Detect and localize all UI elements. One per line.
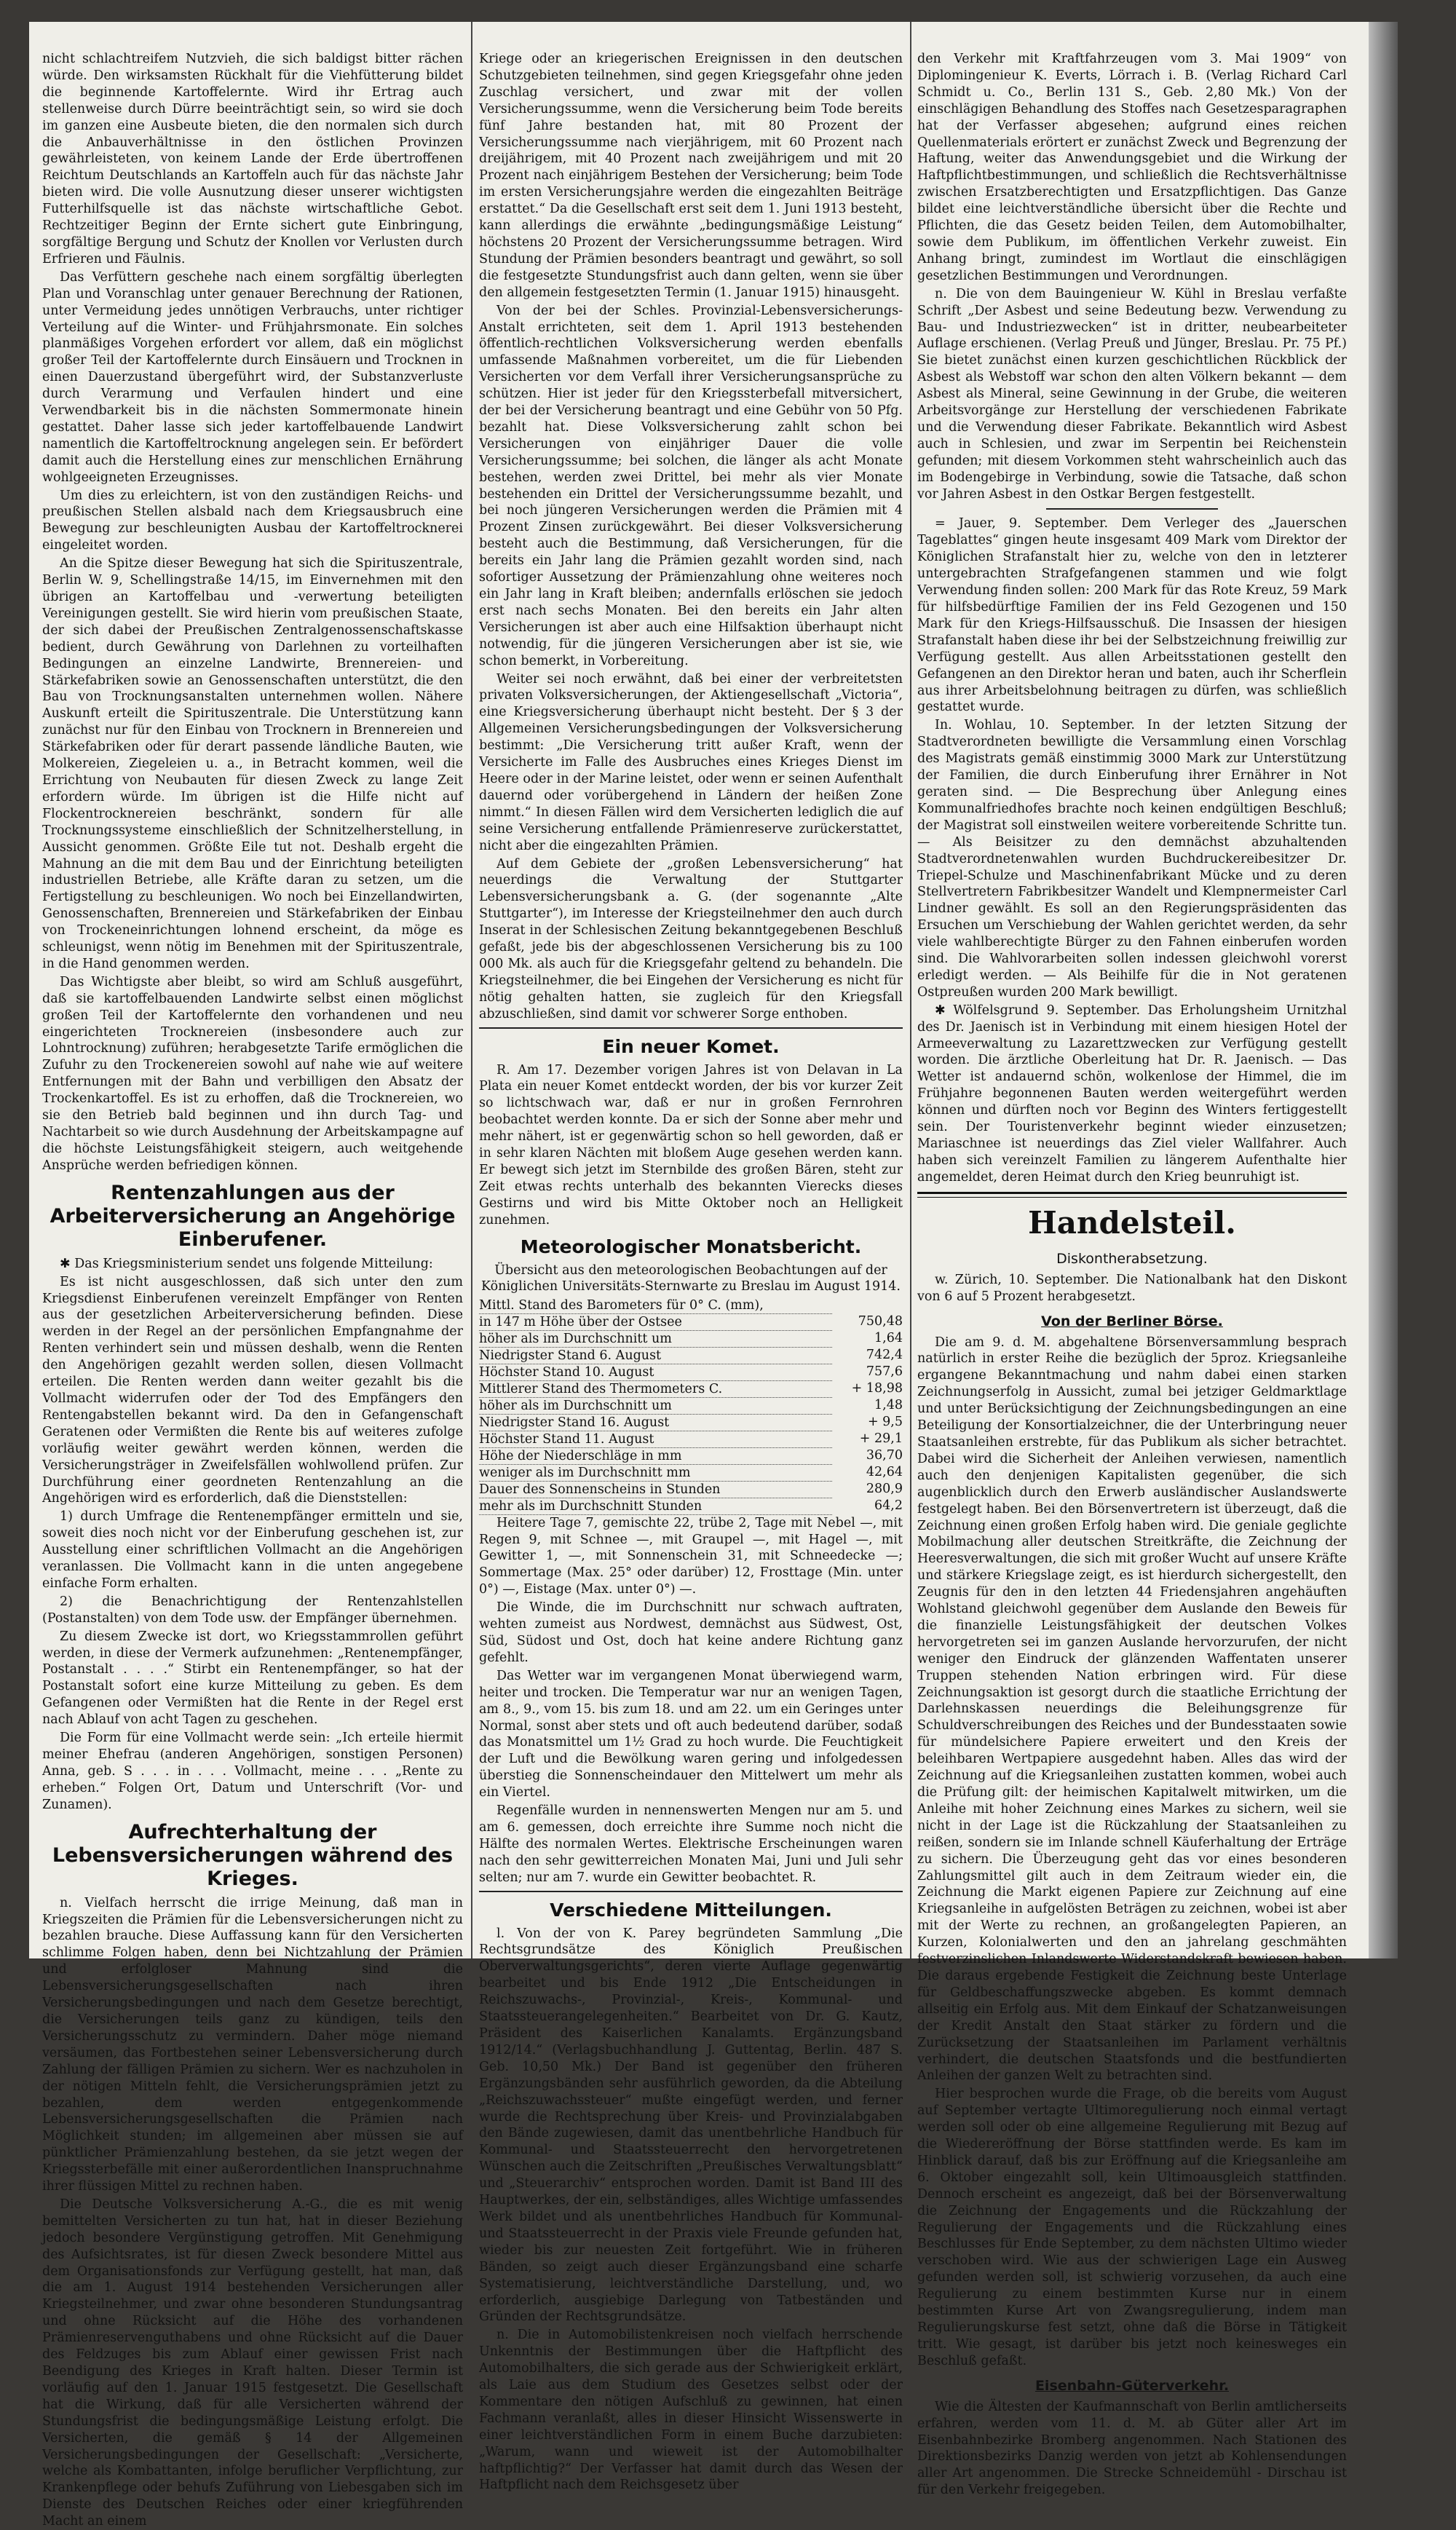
- weather-label: weniger als im Durchschnitt mm: [479, 1464, 832, 1481]
- article-text: ✱ Das Kriegsministerium sendet uns folgende Mitteilung:: [60, 1256, 433, 1271]
- article-text: n. Die in Automobilistenkreisen noch vielfach herrschende Unkenntnis der Bestimmungen über die Haftpflicht des Automobilhalters, die sich gerade aus der Schwierigkeit erklärt, als Laie aus dem Studium des Gesetzes selbst oder der Kommentare den nötigen Aufschluß zu gewinnen, hat einen Fachmann veranlaßt, alles in dieser Hinsicht Wissenswerte in einer leichtverständlichen Form in einem Buche darzubieten: „Warum, wann und wieweit ist der Automobilhalter haftpflichtig?“ Der Verfasser hat damit durch das Wesen der Haftpflicht nach dem Reichsgesetz über: [479, 2328, 903, 2493]
- weather-label: Dauer des Sonnenscheins in Stunden: [479, 1481, 832, 1498]
- column-1: [42, 51, 463, 2529]
- article-text: Zu diesem Zwecke ist dort, wo Kriegsstammrollen geführt werden, in diese der Vermerk aufzunehmen: „Rentenempfänger, Postanstalt . . . .“ Stirbt ein Rentenempfänger, so hat der Postanstalt sofort eine kurze Mitteilung zu geben. Es dem Gefangenen oder Vermißten hat die Rente in der Regel erst nach Ablauf von acht Tagen zu geschehen.: [42, 1629, 463, 1728]
- weather-value: 64,2: [874, 1498, 903, 1514]
- article-text: l. Von der von K. Parey begründeten Sammlung „Die Rechtsgrundsätze des Königlich Preußischen Oberverwaltungsgerichts“, deren vierte Auflage gegenwärtig bearbeitet und bis Ende 1912 „Die Entscheidungen in Reichszuwachs-, Provinzial-, Kreis-, Kommunal- und Staatssteuerangelegenheiten.“ Bearbeitet von Dr. G. Kautz, Präsident des Kaiserlichen Kanalamts. Ergänzungsband 1912/14.“ (Verlagsbuchhandlung J. Guttentag, Berlin. 487 S. Geb. 10,50 Mk.) Der Band ist gegenüber den früheren Ergänzungsbänden sehr ausführlich geworden, da die Abteilung „Reichszuwachssteuer“ mußte eingefügt werden, und ferner wurde die Rechtsprechung über Kreis- und Provinzialabgaben den Bände zugewiesen, damit das unentbehrliche Handbuch für Kommunal- und Staatssteuerrecht den hervorgetretenen Wünschen auch die Zeitschriften „Preußisches Verwaltungsblatt“ und „Steuerarchiv“ entsprochen worden. Damit ist Band III des Hauptwerkes, der ein, selbständiges, alles Wichtige umfassendes Werk bildet und als unentbehrliches Handbuch für Kommunal- und Staatssteuerrecht in der Praxis viele Freunde gefunden hat, wieder bis zur neuesten Zeit fortgeführt. Wie in früheren Bänden, so zeigt auch dieser Ergänzungsband eine scharfe Systematisierung, leichtverständliche Darstellung, und, wo erforderlich, ausgiebige Darlegung von Tatbeständen und Gründen der Rechtsgrundsätze.: [479, 1926, 903, 2325]
- article-text: n. Vielfach herrscht die irrige Meinung, daß man in Kriegszeiten die Prämien für die Lebensversicherungen nicht zu bezahlen brauche. Diese Auffassung kann für den Versicherten schlimme Folgen haben, denn bei Nichtzahlung der Prämien und erfolgloser Mahnung sind die Lebensversicherungsgesellschaften nach ihren Versicherungsbedingungen und nach dem Gesetze berechtigt, die Versicherungen teils ganz zu kündigen, teils den Versicherungsschutz zu vermindern. Daher möge niemand versäumen, das Fortbestehen seiner Lebensversicherung durch Zahlung der fälligen Prämien zu sichern. Wer es nachzuholen in der nötigen Mitteln fehlt, die Versicherungsprämien jetzt zu bezahlen, dem werden entgegenkommende Lebensversicherungsgesellschaften die Prämien nach Möglichkeit stunden; im allgemeinen aber müssen sie auf pünktlicher Prämienzahlung bestehen, da sie jetzt wegen der Kriegssterbefälle mit einer außerordentlichen Inanspruchnahme ihrer flüssigen Mittel zu rechnen haben.: [42, 1895, 463, 2194]
- weather-row: [479, 1297, 903, 1314]
- weather-label: Höchster Stand 10. August: [479, 1364, 832, 1380]
- article-text: Heitere Tage 7, gemischte 22, trübe 2, Tage mit Nebel —, mit Regen 9, mit Schnee —, mit Graupel —, mit Hagel —, mit Gewitter 1, —, mit Sonnenschein 31, mit Schneedecke —; Sommertage (Max. 25° oder darüber) 12, Frosttage (Min. unter 0°) —, Eistage (Max. unter 0°) —.: [479, 1515, 903, 1597]
- weather-value: 742,4: [866, 1348, 903, 1363]
- article-text: Es ist nicht ausgeschlossen, daß sich unter den zum Kriegsdienst Einberufenen vereinzelt Empfänger von Renten aus der gesetzlichen Arbeiterversicherung befinden. Diese werden in der Regel an der persönlichen Empfangnahme der Renten verhindert sein und müssen deshalb, wenn die Renten den Angehörigen gezahlt werden sollen, diesen Vollmacht erteilen. Die Renten werden dann weiter gezahlt bis die Vollmacht widerrufen oder der Tod des Empfängers den Rentengabstellen bekannt wird. Da den in Gefangenschaft Geratenen oder Vermißten die Rente bis auf weiteres zufolge vorläufig weiter gewährt werden können, werden die Versicherungsträger in Zweifelsfällen wohlwollend prüfen. Zur Durchführung einer geordneten Rentenzahlung an die Angehörigen wird es erforderlich, daß die Dienststellen:: [42, 1274, 463, 1506]
- weather-label: Mittl. Stand des Barometers für 0° C. (mm),: [479, 1297, 832, 1314]
- weather-row: [479, 1431, 903, 1447]
- article-text: Die Winde, die im Durchschnitt nur schwach auftraten, wehten zumeist aus Nordwest, demnächst aus Südwest, Ost, Süd, Südost und Ost, doch hat keine andere Richtung ganz gefehlt.: [479, 1600, 903, 1665]
- weather-label: Niedrigster Stand 6. August: [479, 1347, 832, 1364]
- weather-row: [479, 1498, 903, 1514]
- subheading: Diskontherabsetzung.: [1056, 1250, 1208, 1267]
- weather-row: [479, 1364, 903, 1380]
- article-text: den Verkehr mit Kraftfahrzeugen vom 3. Mai 1909“ von Diplomingenieur K. Everts, Lörrach i. B. (Verlag Richard Carl Schmidt u. Co., Berlin 131 S., Geb. 2,80 Mk.) Von der einschlägigen Behandlung des Stoffes nach Gesetzesparagraphen hat der Verfasser abgesehen; aufgrund eines reichen Quellenmaterials erörtert er zunächst Zweck und Begrenzung der Haftung, weiter das Anwendungsgebiet und die Wirkung der Haftpflichtbestimmungen, und schließlich die Rechtsverhältnisse zwischen Ersatzberechtigten und Ersatzpflichtigen. Das Ganze bildet eine leichtverständliche übersicht über die Rechte und Pflichten, die das Gesetz beiden Teilen, dem Automobilhalter, sowie dem Publikum, im öffentlichen Verkehr zuweist. Ein Anhang bringt, zumindest im Wortlaut die einschlägigen gesetzlichen Bestimmungen und Verordnungen.: [917, 52, 1347, 283]
- article-text: nicht schlachtreifem Nutzvieh, die sich baldigst bitter rächen würde. Den wirksamsten Rückhalt für die Viehfütterung bildet die beginnende Kartoffelernte. Wird ihr Ertrag auch stellenweise durch Dürre beeinträchtigt sein, so wird sie doch im ganzen eine Ausbeute bieten, die den normalen sich durch die Anbauverhältnisse in den östlichen Provinzen gewährleisteten, von keinem Lande der Erde übertroffenen Reichtum Deutschlands an Kartoffeln auch für das nächste Jahr bieten wird. Die volle Ausnutzung dieser unserer wichtigsten Futterhilfsquelle ist das nächste wirtschaftliche Gebot. Rechtzeitiger Beginn der Ernte sichert gute Einbringung, sorgfältige Bergung und Schutz der Knollen vor Verlusten durch Erfrieren und Fäulnis.: [42, 52, 463, 266]
- article-text: n. Die von dem Bauingenieur W. Kühl in Breslau verfaßte Schrift „Der Asbest und seine Bedeutung bezw. Verwendung zu Bau- und Industriezwecken“ ist in dritter, neubearbeiteter Auflage erschienen. (Verlag Preuß und Jünger, Breslau. Pr. 75 Pf.) Sie bietet zunächst einen kurzen geschichtlichen Rückblick der Asbest als Webstoff war schon den alten Völkern bekannt — dem Asbest als Mineral, seine Gewinnung in der Grube, die weiteren Arbeitsvorgänge zur Herstellung der verschiedenen Fabrikate und die Verwendung dieser Fabrikate. Bekanntlich wird Asbest auch in Schlesien, und zwar im Serpentin bei Reichenstein gefunden; mit diesem Vorkommen steht wahrscheinlich auch das im Bodengebirge in Verbindung, sowie die Tatsache, daß schon vor Jahren Asbest in den Ostkar Bergen festgestellt.: [917, 286, 1347, 502]
- article-text: Hier besprochen wurde die Frage, ob die bereits vom August auf September vertagte Ultimoregulierung noch einmal vertagt werden soll oder ob eine allgemeine Regulierung mit Bezug auf die Wiedereröffnung der Börse stattfinden werde. Es kam im Hinblick darauf, daß bis zur Eröffnung auf die Kriegsanleihe am 6. Oktober eingezahlt soll, kein Ultimoausgleich stattfinden. Dennoch erscheint es angezeigt, daß bei der Börsenverwaltung die Zeichnung der Engagements und die Rückzahlung der Regulierung der Engagements und die Rückzahlung eines Beschlusses für Ende September, zu dem nächsten Ultimo wieder verschoben wird. Wie aus der schwierigen Lage ein Ausweg gefunden werden soll, ist schwierig vorzusehen, da auch eine Regulierung zu einem bestimmten Kurse nur in einem bestimmten Kurse Art von Zwangsregulierung, indem man Regulierungskurse fest setzt, ohne daß die Börse in Tätigkeit tritt. Wie gesagt, ist darüber bis jetzt noch keinesweges ein Beschluß gefaßt.: [917, 2087, 1347, 2368]
- report-intro: Übersicht aus den meteorologischen Beobachtungen auf der Königlichen Universitäts-Sternwarte zu Breslau im August 1914.: [481, 1262, 901, 1294]
- weather-label: mehr als im Durchschnitt Stunden: [479, 1498, 832, 1514]
- article-headline: Rentenzahlungen aus der Arbeiterversicherung an Angehörige Einberufener.: [50, 1181, 456, 1251]
- weather-row: [479, 1313, 903, 1330]
- article-headline: Verschiedene Mitteilungen.: [550, 1899, 832, 1921]
- article-text: 1) durch Umfrage die Rentenempfänger ermitteln und sie, soweit dies noch nicht vor der Einberufung geschehen ist, zur Ausstellung einer schriftlichen Vollmacht an die Angehörigen veranlassen. Die Vollmacht kann in die unten angegebene einfache Form erhalten.: [42, 1509, 463, 1591]
- weather-label: Höhe der Niederschläge in mm: [479, 1447, 832, 1464]
- weather-value: 1,48: [874, 1398, 903, 1413]
- weather-row: [479, 1380, 903, 1397]
- article-text: Wie die Ältesten der Kaufmannschaft von Berlin amtlicherseits erfahren, werden vom 11. d. M. ab Güter aller Art im Eisenbahnbezirke Bromberg angenommen. Nach Stationen des Direktionsbezirks Danzig werden von jetzt ab Kohlensendungen aller Art angenommen. Die Strecke Schneidemühl - Dirschau ist für den Verkehr freigegeben.: [917, 2399, 1347, 2498]
- weather-row: [479, 1330, 903, 1347]
- article-text: Die am 9. d. M. abgehaltene Börsenversammlung besprach natürlich in erster Reihe die bezüglich der 5proz. Kriegsanleihe ergangene Bekanntmachung und nahm dabei einen starken Zeichnungserfolg in Aussicht, zumal bei jetziger Geldmarktlage und unter Berücksichtigung der Zeichnungsbedingungen an eine Beteiligung der Konsortialzeichner, die der Unterbringung neuer Staatsanleihen erstrebte, für das Publikum als sicher betrachtet. Dabei wird die Sicherheit der Anleihen verwiesen, namentlich auch den denjenigen Kapitalisten gegenüber, die sich augenblicklich durch den Erwerb ausländischer Auslandswerte festgelegt haben. Bei den Börsenvertretern ist überzeugt, daß die Zeichnung einen großen Erfolg haben wird. Die geniale geglichte Mobilmachung aller deutschen Streitkräfte, die Zeichnung der Heeresverwaltungen, die sich mit großer Wucht auf unsere Kräfte und stärkere Kriegslage zeigt, es ist hierdurch sichergestellt, den Zeugnis für den in den letzten 44 Friedensjahren angehäuften Wohlstand gleichwohl gegenüber dem Auslande den Beweis für die finanzielle Leistungsfähigkeit der deutschen Volkes hervorgetreten sei im ganzen Auslande hervorzurufen, der nicht weniger den Eindruck der glänzenden Waffentaten unserer Truppen stehenden Nation erbringen wird. Für diese Zeichnungsaktion ist gesorgt durch die staatliche Errichtung der Darlehnskassen neuerdings die Beleihungsgrenze für Schuldverschreibungen des Reiches und der Bundesstaaten sowie für mündelsichere Papiere erweitert und den Kreis der beleihbaren Wertpapiere ausgedehnt haben. Alles das wird der Zeichnung auf die Kriegsanleihen zustatten kommen, wobei auch die Prüfung gilt: der heimischen Kapitalwelt mitwirken, um die Anleihe mit hoher Zeichnung eines Markes zu sichern, weil sie nicht in der Lage ist die Rückzahlung der Staatsanleihen zu reißen, sondern sie im Inlande schnell Käuferhaltung der Erträge zu sichern. Die Überzeugung geht das vor eines besonderen Zahlungsmittel gilt auch in dem Zeitraum wieder ein, die Zeichnung die Markt eigenen Papiere zur Zeichnung auf eine Kriegsanleihe in aufgelösten Beträgen zu zeichnen, wobei ist aber mit der Werte zu rechnen, an großangelegten Papieren, an Kurzen, Kolonialwerten und den an jahrelang geschmähten festverzinslichen Inlandswerte Widerstandskraft bewiesen haben. Die daraus ergebende Festigkeit die Zeichnung beste Unterlage für Geldbeschaffungszwecke abgeben. Es kommt demnach allseitig ein Erfolg aus. Mit dem Einkauf der Schatzanweisungen der Kredit Anstalt den Staat stärker zu fördern und die Zurücksetzung der Staatsanleihen im Parlament verhältnis verhindert, die deutschen Staatsfonds und die bestfundierten Anleihen der ganzen Welt zu betrachten sind.: [917, 1335, 1347, 2084]
- newspaper-page: [29, 22, 1398, 2529]
- article-text: Die Deutsche Volksversicherung A.-G., die es mit wenig bemittelten Versicherten zu tun hat, hat in dieser Beziehung jedoch besondere Vergünstigung getroffen. Mit Genehmigung des Aufsichtsrates, ist für diesen Zweck besondere Mittel aus dem Organisationsfonds zur Verfügung gestellt, hat man, daß die am 1. August 1914 bestehenden Versicherungen aller Kriegsteilnehmer, und zwar ohne besonderen Stundungsantrag und ohne Rücksicht auf die Höhe des vorhandenen Prämienreservenguthabens und ohne Rücksicht auf die Dauer des Feldzuges bis zum Ablauf einer gewissen Frist nach Beendigung des Krieges in Kraft halten. Dieser Termin ist vorläufig auf den 1. Januar 1915 festgesetzt. Die Gesellschaft hat die Wirkung, daß für alle Versicherten während der Stundungsfrist die bedingungsmäßige Leistung erfolgt. Die Versicherten, die gemäß § 14 der Allgemeinen Versicherungsbedingungen der Gesellschaft: „Versicherte, welche als Kombattanten, infolge beruflicher Verpflichtung, zur Krankenpflege oder behufs Zuführung von Liebesgaben sich im Dienste des Deutschen Reiches oder einer kriegführenden Macht an einem: [42, 2197, 463, 2529]
- weather-value: + 18,98: [851, 1381, 903, 1396]
- column-2: [479, 51, 903, 2493]
- weather-value: [832, 1297, 903, 1314]
- article-text: Regenfälle wurden in nennenswerten Mengen nur am 5. und am 6. gemessen, doch erreichte ihre Summe noch nicht die Hälfte des normalen Wertes. Elektrische Erscheinungen waren nach den sehr gewitterreichen Monaten Mai, Juni und Juli sehr selten; nur am 7. wurde ein Gewitter beobachtet. R.: [479, 1803, 903, 1885]
- weather-label: höher als im Durchschnitt um: [479, 1397, 832, 1414]
- article-headline: Meteorologischer Monatsbericht.: [520, 1236, 862, 1257]
- column-rule: [910, 22, 911, 1958]
- weather-row: [479, 1397, 903, 1414]
- section-divider: [917, 1192, 1347, 1198]
- article-headline: Aufrechterhaltung der Lebensversicherungen während des Krieges.: [52, 1820, 454, 1890]
- weather-label: Mittlerer Stand des Thermometers C.: [479, 1380, 832, 1397]
- weather-row: [479, 1464, 903, 1481]
- weather-value: 750,48: [858, 1314, 903, 1329]
- article-headline: Von der Berliner Börse.: [1041, 1313, 1223, 1329]
- article-text: ✱ Wölfelsgrund 9. September. Das Erholungsheim Urnitzhal des Dr. Jaenisch ist in Verbindung mit einem hiesigen Hotel der Armeeverwaltung zu Lazarettzwecken zur Verfügung gestellt worden. Die ärztliche Oberleitung hat Dr. R. Jaenisch. — Das Wetter ist andauernd schön, wolkenlose der Himmel, die im Frühjahre begonnenen Bauten werden weitergeführt werden können und dürften noch vor Beginn des Winters fertiggestellt sein. Der Touristenverkehr beginnt wieder einzusetzen; Mariaschnee ist neuerdings das Ziel vieler Wallfahrer. Auch haben sich vereinzelt Familien zu längerem Aufenthalte hier angemeldet, deren Heimat durch den Krieg beunruhigt ist.: [917, 1003, 1347, 1185]
- section-divider: [479, 1891, 903, 1892]
- article-text: An die Spitze dieser Bewegung hat sich die Spirituszentrale, Berlin W. 9, Schellingstraße 14/15, im Einvernehmen mit den übrigen an Kartoffelbau und -verwertung beteiligten Vereinigungen gestellt. Sie wird hierin vom preußischen Staate, der sich dabei der Preußischen Zentralgenossenschaftskasse bedient, durch Gewährung von Darlehnen zu vorteilhaften Bedingungen an einzelne Landwirte, Brennereien- und Stärkefabriken sowie an Genossenschaften unterstützt, die den Bau von Trocknungsanstalten unternehmen wollen. Nähere Auskunft erteilt die Spirituszentrale. Die Unterstützung kann zunächst nur für den Einbau von Trocknern in Brennereien und Stärkefabriken oder für derart passende ländliche Bauten, wie Molkereien, Ziegeleien u. a., in Betracht kommen, weil die Errichtung von Neubauten für diesen Zweck zu lange Zeit erfordern würde. Im übrigen ist die Hilfe nicht auf Flockentrocknereien beschränkt, sondern für alle Trocknungssysteme einschließlich der Schnitzelherstellung, in Aussicht genommen. Größte Eile tut not. Deshalb ergeht die Mahnung an die mit dem Bau und der Einrichtung beteiligten industriellen Betriebe, alle Kräfte daran zu setzen, um die Fertigstellung zu beschleunigen. Wo noch bei Einzellandwirten, Genossenschaften, Brennereien und Stärkefabriken der Einbau von Trockeneinrichtungen lohnend erscheint, da möge es schleunigst, wenn nötig im Benehmen mit der Spirituszentrale, in die Hand genommen werden.: [42, 556, 463, 971]
- weather-row: [479, 1481, 903, 1498]
- weather-value: 1,64: [874, 1331, 903, 1346]
- article-text: Die Form für eine Vollmacht werde sein: „Ich erteile hiermit meiner Ehefrau (anderen Angehörigen, sonstigen Personen) Anna, geb. S . . . in . . . Vollmacht, meine . . . „Rente zu erheben.“ Folgen Ort, Datum und Unterschrift (Vor- und Zunamen).: [42, 1731, 463, 1812]
- article-headline: Eisenbahn-Güterverkehr.: [1034, 2377, 1230, 2394]
- section-divider: [1046, 508, 1218, 510]
- article-headline: Ein neuer Komet.: [602, 1035, 780, 1057]
- weather-value: 280,9: [866, 1482, 903, 1497]
- article-text: R. Am 17. Dezember vorigen Jahres ist von Delavan in La Plata ein neuer Komet entdeckt worden, der bis vor kurzer Zeit so lichtschwach war, daß er nur in großen Fernrohren beobachtet werden konnte. Da er sich der Sonne aber mehr und mehr nähert, ist er gegenwärtig schon so hell geworden, daß er in sehr klaren Nächten mit bloßem Auge gesehen werden kann. Er bewegt sich jetzt im Sternbilde des großen Bären, steht zur Zeit etwas rechts unterhalb des bekannten Vierecks dieses Gestirns und wird bis Mitte Oktober noch an Helligkeit zunehmen.: [479, 1062, 903, 1228]
- article-text: = Jauer, 9. September. Dem Verleger des „Jauerschen Tageblattes“ gingen heute insgesamt 409 Mark vom Direktor der Königlichen Strafanstalt hier zu, welche von den in letzterer untergebrachten Strafgefangenen stammen und wie folgt Verwendung finden sollen: 200 Mark für das Rote Kreuz, 59 Mark für hilfsbedürftige Familien der ins Feld Gezogenen und 150 Mark für den Kriegs-Hilfsausschuß. Die Insassen der hiesigen Strafanstalt haben diese ihr bei der Selbstzeichnung freiwillig zur Verfügung gestellt. Aus allen Arbeitsstationen gestellt den Gefangenen an den Direktor heran und baten, auch ihr Scherflein aus ihrer Arbeitsbelohnung beitragen zu dürfen, was schließlich gestattet wurde.: [917, 516, 1347, 715]
- article-text: w. Zürich, 10. September. Die Nationalbank hat den Diskont von 6 auf 5 Prozent herabgesetzt.: [917, 1272, 1347, 1304]
- weather-value: 757,6: [866, 1364, 903, 1380]
- weather-value: + 9,5: [867, 1415, 903, 1430]
- weather-value: + 29,1: [859, 1431, 903, 1447]
- weather-value: 36,70: [866, 1448, 903, 1463]
- weather-row: [479, 1347, 903, 1364]
- page-edge-shadow: [1369, 22, 1398, 1958]
- section-divider: [479, 1027, 903, 1029]
- column-rule: [471, 22, 472, 1958]
- weather-label: in 147 m Höhe über der Ostsee: [479, 1313, 832, 1330]
- article-text: Das Wetter war im vergangenen Monat überwiegend warm, heiter und trocken. Die Temperatur war nur an wenigen Tagen, am 8., 9., vom 15. bis zum 18. und am 22. um ein Geringes unter Normal, sonst aber stets und oft auch bedeutend darüber, sodaß das Monatsmittel um 1½ Grad zu hoch wurde. Die Feuchtigkeit der Luft und die Bewölkung waren gering und infolgedessen überstieg die Sonnenscheindauer den Mittelwert um mehr als ein Viertel.: [479, 1668, 903, 1800]
- article-text: Kriege oder an kriegerischen Ereignissen in den deutschen Schutzgebieten teilnehmen, sind gegen Kriegsgefahr ohne jeden Zuschlag versichert, und zwar mit der vollen Versicherungssumme, wenn die Versicherung beim Tode bereits fünf Jahre bestanden hat, mit 80 Prozent der Versicherungssumme nach vierjährigem, mit 60 Prozent nach dreijährigem, mit 40 Prozent nach zweijährigem und mit 20 Prozent nach einjährigem Bestehen der Versicherung; beim Tode im ersten Versicherungsjahre werden die eingezahlten Beiträge erstattet.“ Da die Gesellschaft erst seit dem 1. Juni 1913 besteht, kann allerdings die erwähnte „bedingungsmäßige Leistung“ höchstens 20 Prozent der Versicherungssumme betragen. Wird Stundung der Prämien besonders beantragt und gewährt, so soll die festgesetzte Stundungsfrist auch dann gelten, wenn sie über den allgemein festgesetzten Termin (1. Januar 1915) hinausgeht.: [479, 52, 903, 300]
- article-text: In. Wohlau, 10. September. In der letzten Sitzung der Stadtverordneten bewilligte die Versammlung einen Vorschlag des Magistrats gemäß einstimmig 3000 Mark zur Unterstützung der Familien, die durch Einberufung ihrer Ernährer in Not geraten sind. — Die Besprechung über Anlegung eines Kommunalfriedhofes brachte noch keinen endgültigen Beschluß; der Magistrat soll einstweilen weitere vorbereitende Schritte tun. — Als Beisitzer zu den demnächst abzuhaltenden Stadtverordnetenwahlen wurden Buchdruckereibesitzer Dr. Triepel-Schulze und Maschinenfabrikant Mücke und zu deren Stellvertretern Fabrikbesitzer Wandelt und Klempnermeister Carl Lindner gewählt. Es soll an den Regierungspräsidenten das Ersuchen um Verschiebung der Wahlen gerichtet werden, da sehr viele wahlberechtigte Bürger zu den Fahnen einberufen worden sind. Die Wahlvorarbeiten sollen indessen gleichwohl vorerst erledigt werden. — Als Beihilfe für die in Not geratenen Ostpreußen wurden 200 Mark bewilligt.: [917, 718, 1347, 1000]
- article-text: Weiter sei noch erwähnt, daß bei einer der verbreitetsten privaten Volksversicherungen, der Aktiengesellschaft „Victoria“, eine Kriegsversicherung überhaupt nicht besteht. Der § 3 der Allgemeinen Versicherungsbedingungen der Volksversicherung bestimmt: „Die Versicherung tritt außer Kraft, wenn der Versicherte im Falle des Ausbruches eines Krieges Dienst im Heere oder in der Marine leistet, oder wenn er seinen Aufenthalt dauernd oder vorübergehend in Ländern der heißen Zone nimmt.“ In diesen Fällen wird dem Versicherten lediglich die auf seine Versicherung entfallende Prämienreserve zurückerstattet, nicht aber die eingezahlten Prämien.: [479, 671, 903, 853]
- article-text: Das Verfüttern geschehe nach einem sorgfältig überlegten Plan und Voranschlag unter genauer Berechnung der Rationen, unter Vermeidung jedes unnötigen Verbrauchs, unter richtiger Verteilung auf die Winter- und Frühjahrsmonate. Ein solches planmäßiges Vorgehen erfordert vor allem, daß ein möglichst großer Teil der Kartoffelernte durch Einsäuern und Trocknen in einen Dauerzustand übergeführt wird, der Substanzverluste durch Verarmung und Verfaulen hindert und eine Verwendbarkeit bis in die nächsten Sommermonate hinein gestattet. Daher lasse sich jeder kartoffelbauende Landwirt namentlich die Kartoffeltrocknung angelegen sein. Er befördert damit auch die Herstellung eines zur menschlichen Ernährung wohlgeeigneten Erzeugnisses.: [42, 269, 463, 485]
- article-text: Auf dem Gebiete der „großen Lebensversicherung“ hat neuerdings die Verwaltung der Stuttgarter Lebensversicherungsbank a. G. (der sogenannte „Alte Stuttgarter“), im Interesse der Kriegsteilnehmer den auch durch Inserat in der Schlesischen Zeitung bekanntgegebenen Beschluß gefaßt, jede bis der abgeschlossenen Versicherung bis zu 100 000 Mk. als auch für die Kriegsgefahr geltend zu behandeln. Die Kriegsteilnehmer, die bei Eingehen der Versicherung es nicht für nötig gehalten hatten, sie zugleich für den Kriegsfall abzuschließen, sind damit vor schwerer Sorge enthoben.: [479, 856, 903, 1021]
- article-text: Das Wichtigste aber bleibt, so wird am Schluß ausgeführt, daß sie kartoffelbauenden Landwirte selbst einen möglichst großen Teil der Kartoffelernte den vorhandenen und neu eingerichteten Trocknereien (insbesondere auch zur Lohntrocknung) zuführen; herabgesetzte Tarife ermöglichen die Zufuhr zu den Trockenereien sowohl auf nahe wie auf weitere Entfernungen mit der Bahn und verbilligen den Absatz der Trockenkartoffel. Es ist zu erhoffen, daß die Trocknereien, wo sie den Betrieb bald beginnen und ihn durch Tag- und Nachtarbeit so wie durch Ausdehnung der Arbeitskampagne auf die höchste Leistungsfähigkeit steigern, auch weitgehende Ansprüche werden befriedigen können.: [42, 974, 463, 1173]
- article-text: Von der bei der Schles. Provinzial-Lebensversicherungs-Anstalt errichteten, seit dem 1. April 1913 bestehenden öffentlich-rechtlichen Volksversicherung werden ebenfalls umfassende Maßnahmen vorbereitet, um die für Liebenden Versicherten vor dem Verfall ihrer Versicherungsansprüche zu schützen. Hier ist jeder für den Kriegssterbefall mitversichert, der bei der Versicherung beantragt und eine Gebühr von 50 Pfg. bezahlt hat. Diese Volksversicherung zahlt schon bei Versicherungen von einjähriger Dauer die volle Versicherungssumme; bei solchen, die länger als acht Monate bestehen, werden zwei Drittel, bei mehr als vier Monate bestehenden ein Drittel der Versicherungssumme bezahlt, und bei noch jüngeren Versicherungen werden die Prämien mit 4 Prozent Zinsen zurückgewährt. Bei dieser Volksversicherung besteht auch die Bestimmung, daß Versicherungen, für die bereits ein Jahr lang die Prämien gezahlt worden sind, nach sofortiger Aussetzung der Prämienzahlung ohne weiteres noch ein Jahr lang in Kraft bleiben; andernfalls erlöschen sie jedoch erst nach sechs Monaten. Bei den bereits ein Jahr alten Versicherungen ist aber auch eine Hilfsaktion überhaupt nicht notwendig, für die jüngeren Versicherungen aber ist sie, wie schon bemerkt, in Vorbereitung.: [479, 303, 903, 668]
- weather-label: Höchster Stand 11. August: [479, 1431, 832, 1447]
- weather-row: [479, 1447, 903, 1464]
- weather-table: [479, 1297, 903, 1515]
- weather-row: [479, 1414, 903, 1431]
- weather-label: Niedrigster Stand 16. August: [479, 1414, 832, 1431]
- weather-value: 42,64: [866, 1465, 903, 1480]
- weather-label: höher als im Durchschnitt um: [479, 1330, 832, 1347]
- article-text: Um dies zu erleichtern, ist von den zuständigen Reichs- und preußischen Stellen alsbald nach dem Kriegsausbruch eine Bewegung zur beschleunigten Ausbau der Kartoffeltrocknerei eingeleitet worden.: [42, 488, 463, 553]
- article-text: 2) die Benachrichtigung der Rentenzahlstellen (Postanstalten) von dem Tode usw. der Empfänger übernehmen.: [42, 1594, 463, 1626]
- section-heading: Handelsteil.: [1028, 1204, 1236, 1241]
- column-3: [917, 51, 1347, 2498]
